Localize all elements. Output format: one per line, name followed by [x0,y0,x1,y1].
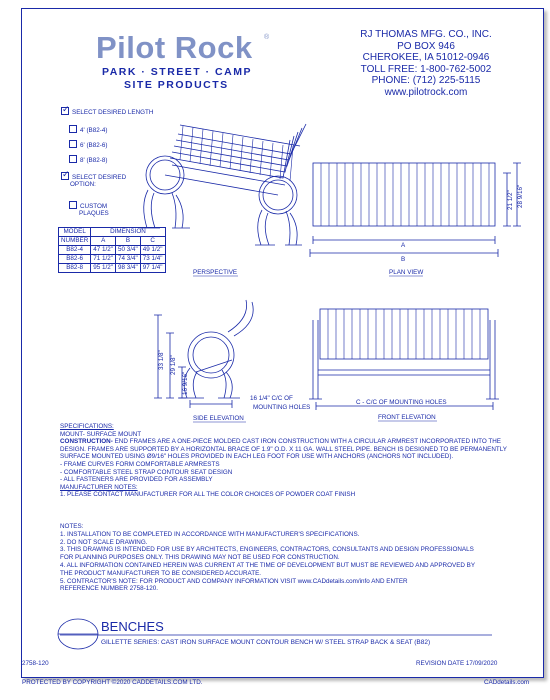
manufacturer-notes-heading: MANUFACTURER NOTES: [60,483,138,491]
checked-checkbox-icon[interactable]: ✓ [62,169,70,179]
bullet-item: - ALL FASTENERS ARE PROVIDED FOR ASSEMBLY [60,476,213,484]
company-city: CHEROKEE, IA 51012-0946 [362,52,490,63]
front-elevation-drawing [309,309,499,410]
manufacturer-note: 1. PLEASE CONTACT MANUFACTURER FOR ALL THE COLOR CHOICES OF POWDER COAT FINISH [60,491,356,499]
copyright-notice: PROTECTED BY COPYRIGHT ©2020 CADDETAILS.COM LTD. [22,679,203,686]
revision-date: REVISION DATE 17/09/2020 [416,660,498,667]
perspective-label: PERSPECTIVE [193,269,238,276]
select-option-heading-2: OPTION: [70,181,96,188]
col-a-header: A [91,237,116,246]
logo-tagline: PARK · STREET · CAMP [102,66,252,78]
bullet-item: - COMFORTABLE STEEL STRAP CONTOUR SEAT DESIGN [60,468,233,476]
table-row: B82-8 95 1/2" 98 3/4" 97 1/4" [59,264,166,273]
company-website[interactable]: www.pilotrock.com [384,86,468,98]
company-name: RJ THOMAS MFG. CO., INC. [360,29,492,40]
reference-number: 2758-120 [22,660,49,667]
front-mounting-note: C - C/C OF MOUNTING HOLES [356,399,447,406]
dimension-16-label: 16 9/16" [182,371,189,395]
side-elevation-drawing [154,300,253,408]
select-length-heading: ✓ SELECT DESIRED LENGTH [62,104,154,116]
company-phone: PHONE: (712) 225-5115 [371,75,481,86]
custom-plaques-option[interactable]: CUSTOM [69,201,107,210]
plan-view-label: PLAN VIEW [389,269,424,276]
number-header: NUMBER [59,237,91,246]
table-row: B82-6 71 1/2" 74 3/4" 73 1/4" [59,255,166,264]
caddetails-link[interactable]: CADdetails.com [484,679,530,686]
dimension-header: DIMENSION [91,228,165,237]
specifications: SPECIFICATIONS: MOUNT- SURFACE MOUNT CONSTRUCTION- END FRAMES ARE A ONE-PIECE MOLDED CAST IRON CONSTRUCTION WITH A CIRCULAR ARMREST INCORPORATED INTO THE DESIGN. FRAMES ARE SUPPORTED BY A HORIZONTAL BRACE OF 1.9" O.D. X 11 GA. WALL STEEL PIPE. BENCH IS DESIGNED TO BE PERMANENTLY SURFACE MOUNTED USING Ø9/16" HOLES PROVIDED IN EACH LEG FOOT FOR USE WITH ANCHORS (ANCHORS NOT INCLUDED). - FRAME CURVES FORM COMFORTABLE ARMRESTS - COMFORTABLE STEEL STRAP CONTOUR SEAT DESIGN - ALL FASTENERS ARE PROVIDED FOR ASSEMBLY MANUFACTURER NOTES: 1. PLEASE CONTACT MANUFACTURER FOR ALL THE COLOR CHOICES OF POWDER COAT FINISH [60,423,530,499]
side-mounting-note: 16 1/4" C/C OF [250,395,293,402]
company-box: PO BOX 946 [397,40,455,52]
construction-spec: CONSTRUCTION- END FRAMES ARE A ONE-PIECE MOLDED CAST IRON CONSTRUCTION WITH A CIRCULAR ARMREST INCORPORATED INTO THE [60,438,501,446]
col-c-header: C [140,237,165,246]
mount-spec: MOUNT- SURFACE MOUNT [60,430,142,438]
table-row: B82-4 47 1/2" 50 3/4" 49 1/2" [59,246,166,255]
drawing-title: BENCHES [101,619,164,634]
specifications-heading: SPECIFICATIONS: [60,423,114,430]
length-option-6ft[interactable]: 6' (B82-6) [69,140,107,149]
plan-view-drawing [310,163,521,257]
select-option-heading: ✓ SELECT DESIRED [62,169,127,181]
col-b-header: B [116,237,141,246]
dimension-29-label: 29 1/8" [170,355,177,375]
length-option-8ft[interactable]: 8' (B82-8) [69,155,107,164]
side-elevation-label: SIDE ELEVATION [193,415,244,422]
dimension-28-label: 28 9/16" [517,184,524,208]
dimension-a-label: A [401,242,406,249]
dimension-21-label: 21 1/2" [507,190,514,210]
side-mounting-note-2: MOUNTING HOLES [253,404,311,411]
bullet-item: - FRAME CURVES FORM COMFORTABLE ARMRESTS [60,460,220,468]
general-notes: NOTES: 1. INSTALLATION TO BE COMPLETED IN ACCORDANCE WITH MANUFACTURER'S SPECIFICATIONS. 2. DO NOT SCALE DRAWING. 3. THIS DRAWING IS INTENDED FOR USE BY ARCHITECTS, ENGINEERS, CONTRACTORS, CONSULTANTS AND DESIGN PROFESSIONALS FOR PLANNING PURPOSES ONLY. THIS DRAWING MAY NOT BE USED FOR CONSTRUCTION. 4. ALL INFORMATION CONTAINED HEREIN WAS CURRENT AT THE TIME OF DEVELOPMENT BUT MUST BE REVIEWED AND APPROVED BY THE PRODUCT MANUFACTURER TO BE CONSIDERED ACCURATE. 5. CONTRACTOR'S NOTE: FOR PRODUCT AND COMPANY INFORMATION VISIT www.CADdetails.com/info AND ENTER REFERENCE NUMBER 2758-120. [60,523,530,593]
drawing-subtitle: GILLETTE SERIES: CAST IRON SURFACE MOUNT CONTOUR BENCH W/ STEEL STRAP BACK & SEAT (B82) [101,639,431,646]
trademark-symbol: ® [264,34,270,41]
checked-checkbox-icon[interactable]: ✓ [62,104,70,114]
dimension-b-label: B [401,256,406,263]
logo-subtitle: SITE PRODUCTS [124,79,229,91]
custom-plaques-label-2: PLAQUES [79,210,109,217]
front-elevation-label: FRONT ELEVATION [378,414,436,421]
pilot-rock-logo: Pilot Rock [96,30,253,65]
model-header: MODEL [59,228,91,237]
dimension-33-label: 33 1/8" [158,350,165,370]
length-option-4ft[interactable]: 4' (B82-4) [69,125,107,134]
notes-heading: NOTES: [60,523,84,530]
perspective-drawing [140,124,306,245]
company-tollfree: TOLL FREE: 1-800-762-5002 [360,63,492,75]
